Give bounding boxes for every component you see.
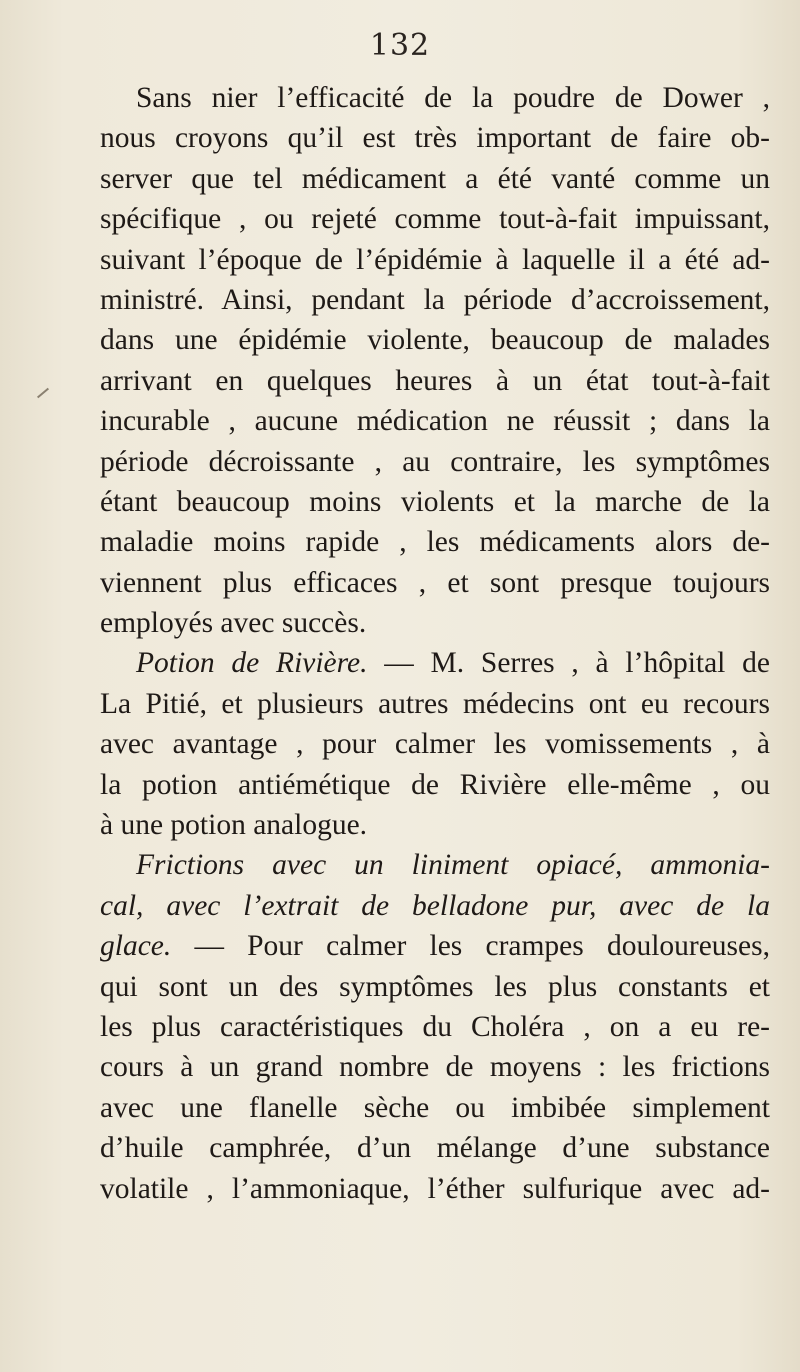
frictions-heading-end: glace. — [100, 930, 172, 963]
text-line: avec une flanelle sèche ou imbibée simplement — [100, 1091, 770, 1124]
page-number: 132 — [369, 28, 431, 63]
potion-heading: Potion de Rivière. — [136, 647, 368, 680]
text-line: arrivant en quelques heures à un état tout-à-fait — [100, 364, 770, 397]
text-line: période décroissante , au contraire, les symptômes — [100, 445, 770, 478]
text-line: La Pitié, et plusieurs autres médecins ont eu recours — [100, 687, 770, 720]
text-line: viennent plus efficaces , et sont presque toujours — [100, 566, 770, 599]
text-line: nous croyons qu’il est très important de faire ob- — [100, 122, 770, 155]
text-line: à une potion analogue. — [100, 809, 368, 842]
body-text — [100, 78, 770, 1209]
text-line: ministré. Ainsi, pendant la période d’accroissement, — [100, 283, 770, 316]
frictions-heading-line-1: Frictions avec un liniment opiacé, ammonia- — [136, 849, 770, 882]
text-line: suivant l’époque de l’épidémie à laquelle il a été ad- — [100, 243, 770, 276]
text-line: d’huile camphrée, d’un mélange d’une substance — [100, 1132, 770, 1165]
potion-lead: — M. Serres , à l’hôpital de — [367, 647, 770, 680]
text-line: dans une épidémie violente, beaucoup de malades — [100, 324, 770, 357]
text-line: qui sont un des symptômes les plus constants et — [100, 970, 770, 1003]
text-line: cours à un grand nombre de moyens : les frictions — [100, 1051, 770, 1084]
margin-mark — [37, 388, 49, 399]
text-line: avec avantage , pour calmer les vomissements , à — [100, 728, 770, 761]
text-line: spécifique , ou rejeté comme tout-à-fait impuissant, — [100, 203, 770, 236]
text-line: maladie moins rapide , les médicaments alors de- — [100, 526, 770, 559]
text-line: étant beaucoup moins violents et la marche de la — [100, 485, 770, 518]
frictions-heading-line-3 — [100, 926, 770, 966]
potion-heading-line — [100, 643, 770, 683]
text-line: server que tel médicament a été vanté comme un — [100, 162, 770, 195]
text-line: incurable , aucune médication ne réussit ; dans la — [100, 405, 770, 438]
text-line: Sans nier l’efficacité de la poudre de Dower , — [136, 82, 770, 114]
text-line: les plus caractéristiques du Choléra , on a eu re- — [100, 1010, 770, 1043]
frictions-lead: — Pour calmer les crampes douloureuses, — [171, 930, 770, 963]
text-line: la potion antiémétique de Rivière elle-même , ou — [100, 768, 770, 801]
frictions-heading-line-2: cal, avec l’extrait de belladone pur, avec de la — [100, 889, 770, 922]
text-line: volatile , l’ammoniaque, l’éther sulfurique avec ad- — [100, 1172, 770, 1205]
text-line: employés avec succès. — [100, 607, 367, 640]
